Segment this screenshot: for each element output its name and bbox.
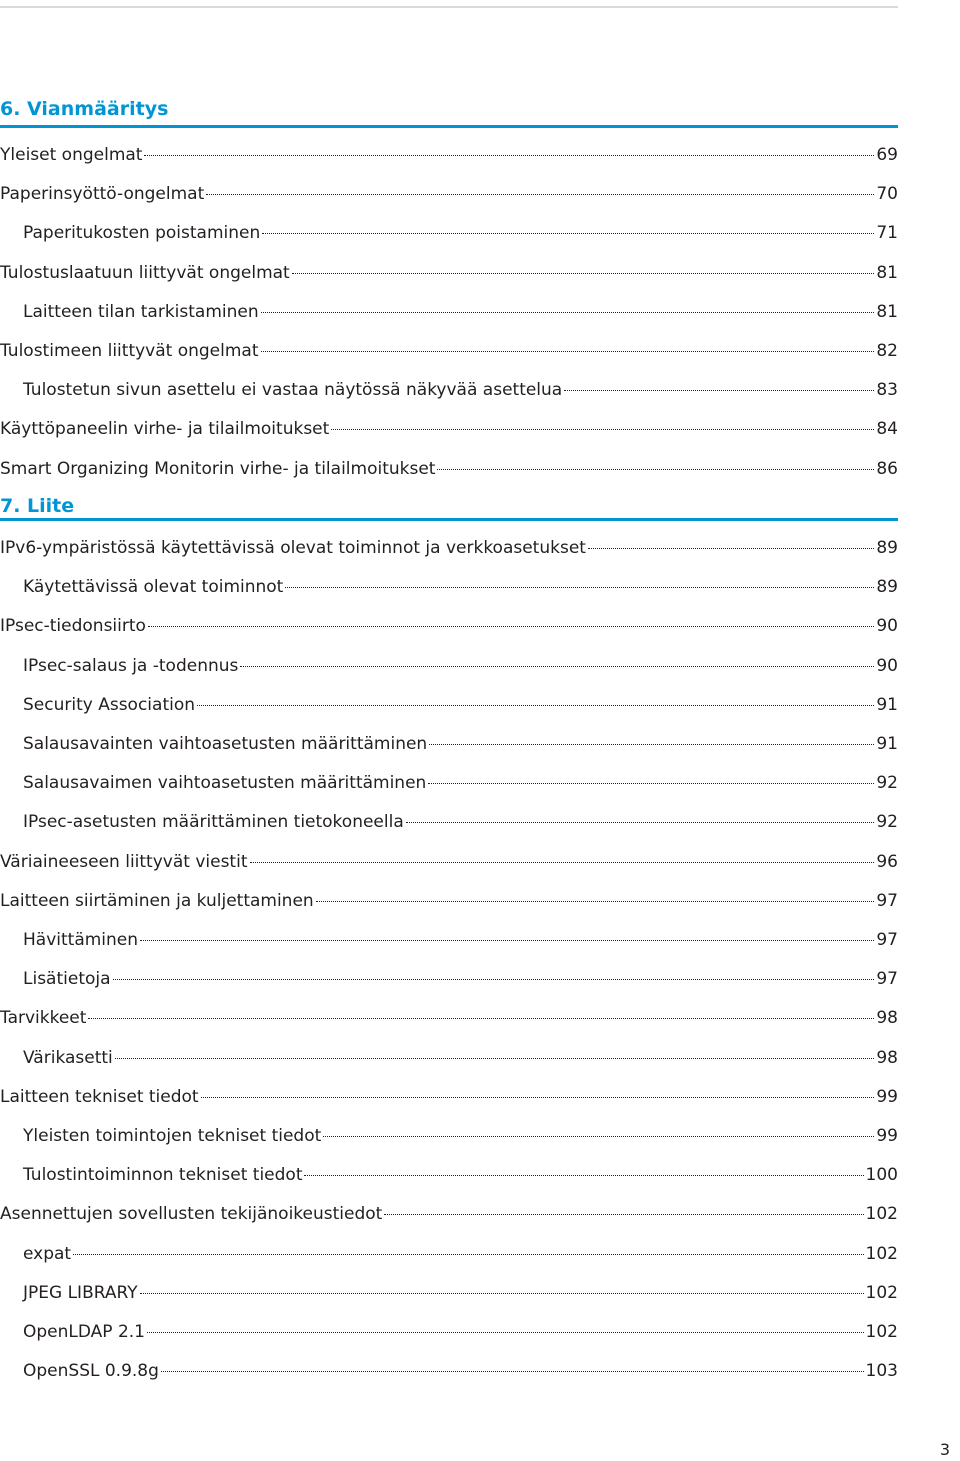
page-number: 3 bbox=[939, 1440, 950, 1459]
toc-entry-title: Käytettävissä olevat toiminnot bbox=[23, 577, 284, 597]
dot-leader bbox=[564, 390, 874, 391]
toc-entry-title: Tulostintoiminnon tekniset tiedot bbox=[23, 1165, 303, 1185]
toc-entry-page: 92 bbox=[876, 773, 898, 793]
toc-entry-page: 97 bbox=[876, 969, 898, 989]
toc-entry-page: 103 bbox=[865, 1361, 898, 1381]
toc-entry[interactable] bbox=[23, 1360, 898, 1382]
toc-entry-title: Asennettujen sovellusten tekijänoikeustiedot bbox=[0, 1204, 383, 1224]
dot-leader bbox=[261, 312, 875, 313]
toc-entry-page: 83 bbox=[876, 380, 898, 400]
dot-leader bbox=[437, 469, 874, 470]
dot-leader bbox=[285, 587, 874, 588]
toc-entry-title: IPsec-asetusten määrittäminen tietokoneella bbox=[23, 812, 404, 832]
dot-leader bbox=[147, 1332, 864, 1333]
toc-entry[interactable] bbox=[23, 968, 898, 990]
toc-entry-title: Värikasetti bbox=[23, 1048, 113, 1068]
dot-leader bbox=[201, 1097, 875, 1098]
toc-entry-page: 86 bbox=[876, 459, 898, 479]
dot-leader bbox=[206, 194, 874, 195]
toc-entry-page: 102 bbox=[865, 1204, 898, 1224]
toc-entry-title: OpenSSL 0.9.8g bbox=[23, 1361, 159, 1381]
toc-entry-title: Tulostuslaatuun liittyvät ongelmat bbox=[0, 263, 290, 283]
toc-entry[interactable] bbox=[23, 929, 898, 951]
toc-entry-title: OpenLDAP 2.1 bbox=[23, 1322, 145, 1342]
toc-entry[interactable] bbox=[0, 1007, 898, 1029]
dot-leader bbox=[144, 155, 874, 156]
toc-entry-title: Lisätietoja bbox=[23, 969, 111, 989]
toc-entry[interactable] bbox=[0, 262, 898, 284]
toc-entry-title: Smart Organizing Monitorin virhe- ja tilailmoitukset bbox=[0, 459, 436, 479]
dot-leader bbox=[261, 351, 875, 352]
toc-entry-page: 98 bbox=[876, 1008, 898, 1028]
toc-entry-title: Paperitukosten poistaminen bbox=[23, 223, 261, 243]
dot-leader bbox=[240, 666, 874, 667]
dot-leader bbox=[262, 233, 874, 234]
toc-entry[interactable] bbox=[0, 537, 898, 559]
toc-entry-page: 102 bbox=[865, 1322, 898, 1342]
toc-entry[interactable] bbox=[23, 379, 898, 401]
toc-entry-page: 91 bbox=[876, 695, 898, 715]
toc-entry[interactable] bbox=[0, 340, 898, 362]
toc-entry-page: 84 bbox=[876, 419, 898, 439]
toc-entry-title: IPv6-ympäristössä käytettävissä olevat toiminnot ja verkkoasetukset bbox=[0, 538, 586, 558]
toc-entry-title: IPsec-tiedonsiirto bbox=[0, 616, 146, 636]
section-heading: 7. Liite bbox=[0, 495, 75, 517]
toc-entry-page: 90 bbox=[876, 616, 898, 636]
toc-entry[interactable] bbox=[23, 655, 898, 677]
toc-entry-title: Yleisten toimintojen tekniset tiedot bbox=[23, 1126, 322, 1146]
toc-entry[interactable] bbox=[23, 1243, 898, 1265]
toc-entry-page: 70 bbox=[876, 184, 898, 204]
toc-entry-title: Salausavainten vaihtoasetusten määrittäminen bbox=[23, 734, 428, 754]
toc-entry-page: 99 bbox=[876, 1087, 898, 1107]
toc-entry[interactable] bbox=[23, 1125, 898, 1147]
toc-entry[interactable] bbox=[23, 1164, 898, 1186]
dot-leader bbox=[331, 429, 874, 430]
dot-leader bbox=[197, 705, 874, 706]
toc-entry-page: 69 bbox=[876, 145, 898, 165]
dot-leader bbox=[88, 1018, 874, 1019]
toc-entry-page: 91 bbox=[876, 734, 898, 754]
dot-leader bbox=[588, 548, 874, 549]
toc-entry[interactable] bbox=[23, 694, 898, 716]
toc-entry[interactable] bbox=[23, 1282, 898, 1304]
toc-entry-title: Tarvikkeet bbox=[0, 1008, 87, 1028]
dot-leader bbox=[140, 940, 874, 941]
toc-entry[interactable] bbox=[0, 183, 898, 205]
toc-entry-title: IPsec-salaus ja -todennus bbox=[23, 656, 239, 676]
dot-leader bbox=[316, 901, 875, 902]
toc-entry-title: Väriaineeseen liittyvät viestit bbox=[0, 852, 248, 872]
toc-entry[interactable] bbox=[23, 222, 898, 244]
dot-leader bbox=[161, 1371, 864, 1372]
toc-entry-page: 81 bbox=[876, 263, 898, 283]
toc-entry-page: 92 bbox=[876, 812, 898, 832]
dot-leader bbox=[304, 1175, 863, 1176]
toc-entry-page: 99 bbox=[876, 1126, 898, 1146]
toc-entry-page: 102 bbox=[865, 1283, 898, 1303]
toc-entry-title: Käyttöpaneelin virhe- ja tilailmoitukset bbox=[0, 419, 330, 439]
toc-entry[interactable] bbox=[0, 418, 898, 440]
dot-leader bbox=[115, 1058, 875, 1059]
dot-leader bbox=[406, 822, 875, 823]
dot-leader bbox=[292, 273, 875, 274]
toc-entry[interactable] bbox=[23, 301, 898, 323]
toc-entry[interactable] bbox=[0, 1086, 898, 1108]
toc-entry-page: 90 bbox=[876, 656, 898, 676]
toc-entry[interactable] bbox=[23, 733, 898, 755]
toc-entry-title: Salausavaimen vaihtoasetusten määrittäminen bbox=[23, 773, 427, 793]
dot-leader bbox=[113, 979, 875, 980]
dot-leader bbox=[323, 1136, 874, 1137]
toc-entry-title: Hävittäminen bbox=[23, 930, 139, 950]
dot-leader bbox=[384, 1214, 863, 1215]
section-divider bbox=[0, 518, 898, 521]
dot-leader bbox=[140, 1293, 864, 1294]
toc-entry-page: 97 bbox=[876, 891, 898, 911]
toc-entry[interactable] bbox=[0, 1203, 898, 1225]
toc-entry[interactable] bbox=[0, 144, 898, 166]
toc-entry-page: 100 bbox=[865, 1165, 898, 1185]
toc-entry-page: 96 bbox=[876, 852, 898, 872]
toc-entry[interactable] bbox=[23, 811, 898, 833]
toc-entry[interactable] bbox=[0, 851, 898, 873]
toc-entry-title: Yleiset ongelmat bbox=[0, 145, 143, 165]
toc-entry-title: Paperinsyöttö-ongelmat bbox=[0, 184, 205, 204]
toc-entry-page: 82 bbox=[876, 341, 898, 361]
dot-leader bbox=[428, 783, 874, 784]
toc-entry-title: Tulostetun sivun asettelu ei vastaa näytössä näkyvää asettelua bbox=[23, 380, 563, 400]
toc-entry-page: 102 bbox=[865, 1244, 898, 1264]
toc-entry-page: 97 bbox=[876, 930, 898, 950]
dot-leader bbox=[429, 744, 874, 745]
toc-entry-title: expat bbox=[23, 1244, 72, 1264]
toc-entry[interactable] bbox=[0, 615, 898, 637]
section-divider bbox=[0, 125, 898, 128]
toc-entry-page: 89 bbox=[876, 577, 898, 597]
toc-entry-title: Laitteen siirtäminen ja kuljettaminen bbox=[0, 891, 314, 911]
toc-entry[interactable] bbox=[23, 1047, 898, 1069]
toc-entry[interactable] bbox=[0, 458, 898, 480]
toc-entry-page: 71 bbox=[876, 223, 898, 243]
toc-entry[interactable] bbox=[23, 772, 898, 794]
toc-entry-page: 81 bbox=[876, 302, 898, 322]
toc-entry-title: JPEG LIBRARY bbox=[23, 1283, 138, 1303]
toc-entry[interactable] bbox=[23, 1321, 898, 1343]
top-divider bbox=[0, 6, 898, 8]
toc-entry[interactable] bbox=[0, 890, 898, 912]
dot-leader bbox=[148, 626, 874, 627]
toc-entry-page: 89 bbox=[876, 538, 898, 558]
dot-leader bbox=[73, 1254, 863, 1255]
section-heading: 6. Vianmääritys bbox=[0, 98, 169, 120]
toc-entry-title: Tulostimeen liittyvät ongelmat bbox=[0, 341, 259, 361]
dot-leader bbox=[250, 862, 875, 863]
toc-entry-title: Laitteen tekniset tiedot bbox=[0, 1087, 199, 1107]
toc-entry-title: Laitteen tilan tarkistaminen bbox=[23, 302, 259, 322]
toc-entry-page: 98 bbox=[876, 1048, 898, 1068]
toc-entry-title: Security Association bbox=[23, 695, 196, 715]
toc-entry[interactable] bbox=[23, 576, 898, 598]
